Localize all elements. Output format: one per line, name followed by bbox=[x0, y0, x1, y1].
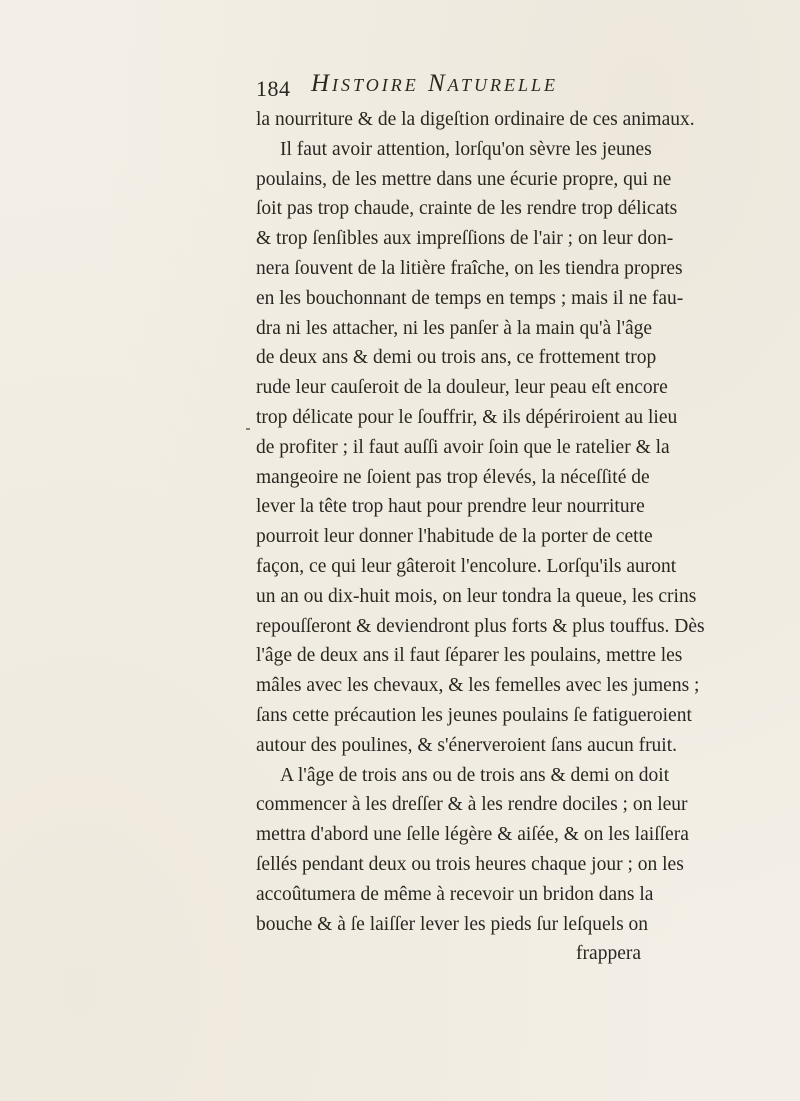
text-line: mettra d'abord une ſelle légère & aiſée, & on les laiſſera bbox=[256, 824, 689, 846]
page-number: 184 bbox=[256, 76, 291, 101]
text-line: de deux ans & demi ou trois ans, ce frottement trop bbox=[256, 347, 657, 369]
text-line: trop délicate pour le ſouffrir, & ils dépériroient au lieu bbox=[256, 406, 678, 428]
body-text bbox=[256, 105, 705, 969]
text-line: ſans cette précaution les jeunes poulains ſe fatigueroient bbox=[256, 704, 692, 726]
text-line: poulains, de les mettre dans une écurie propre, qui ne bbox=[256, 168, 672, 190]
text-line: & trop ſenſibles aux impreſſions de l'air ; on leur don- bbox=[256, 228, 674, 250]
text-line: commencer à les dreſſer & à les rendre dociles ; on leur bbox=[256, 794, 688, 816]
catchword: frappera bbox=[576, 943, 641, 965]
text-line: la nourriture & de la digeſtion ordinaire de ces animaux. bbox=[256, 109, 695, 130]
text-line: rude leur cauſeroit de la douleur, leur peau eſt encore bbox=[256, 377, 668, 399]
text-line: Il faut avoir attention, lorſqu'on sèvre les jeunes bbox=[280, 138, 652, 160]
text-line: repouſſeront & deviendront plus forts & plus touffus. Dès bbox=[256, 615, 705, 637]
text-line: un an ou dix-huit mois, on leur tondra la queue, les crins bbox=[256, 585, 697, 607]
text-line: ſellés pendant deux ou trois heures chaque jour ; on les bbox=[256, 853, 684, 875]
text-line: dra ni les attacher, ni les panſer à la main qu'à l'âge bbox=[256, 317, 653, 339]
text-line: de profiter ; il faut auſſi avoir ſoin que le ratelier & la bbox=[256, 436, 670, 458]
page-header bbox=[256, 70, 646, 106]
text-line: mangeoire ne ſoient pas trop élevés, la néceſſité de bbox=[256, 466, 650, 488]
text-line: en les bouchonnant de temps en temps ; mais il ne fau- bbox=[256, 287, 684, 309]
running-title: Histoire Naturelle bbox=[311, 70, 558, 97]
text-line: lever la tête trop haut pour prendre leur nourriture bbox=[256, 496, 645, 518]
text-line: A l'âge de trois ans ou de trois ans & demi on doit bbox=[280, 764, 670, 786]
text-line: l'âge de deux ans il faut ſéparer les poulains, mettre les bbox=[256, 645, 683, 667]
margin-mark bbox=[246, 428, 250, 430]
text-line: mâles avec les chevaux, & les femelles avec les jumens ; bbox=[256, 675, 700, 697]
text-line: ſoit pas trop chaude, crainte de les rendre trop délicats bbox=[256, 198, 678, 220]
text-line: pourroit leur donner l'habitude de la porter de cette bbox=[256, 526, 653, 548]
text-line: nera ſouvent de la litière fraîche, on les tiendra propres bbox=[256, 257, 683, 279]
text-line: bouche & à ſe laiſſer lever les pieds ſur leſquels on bbox=[256, 913, 649, 935]
text-line: autour des poulines, & s'énerveroient ſans aucun fruit. bbox=[256, 734, 678, 756]
text-line: accoûtumera de même à recevoir un bridon dans la bbox=[256, 883, 654, 905]
text-line: façon, ce qui leur gâteroit l'encolure. Lorſqu'ils auront bbox=[256, 555, 677, 577]
